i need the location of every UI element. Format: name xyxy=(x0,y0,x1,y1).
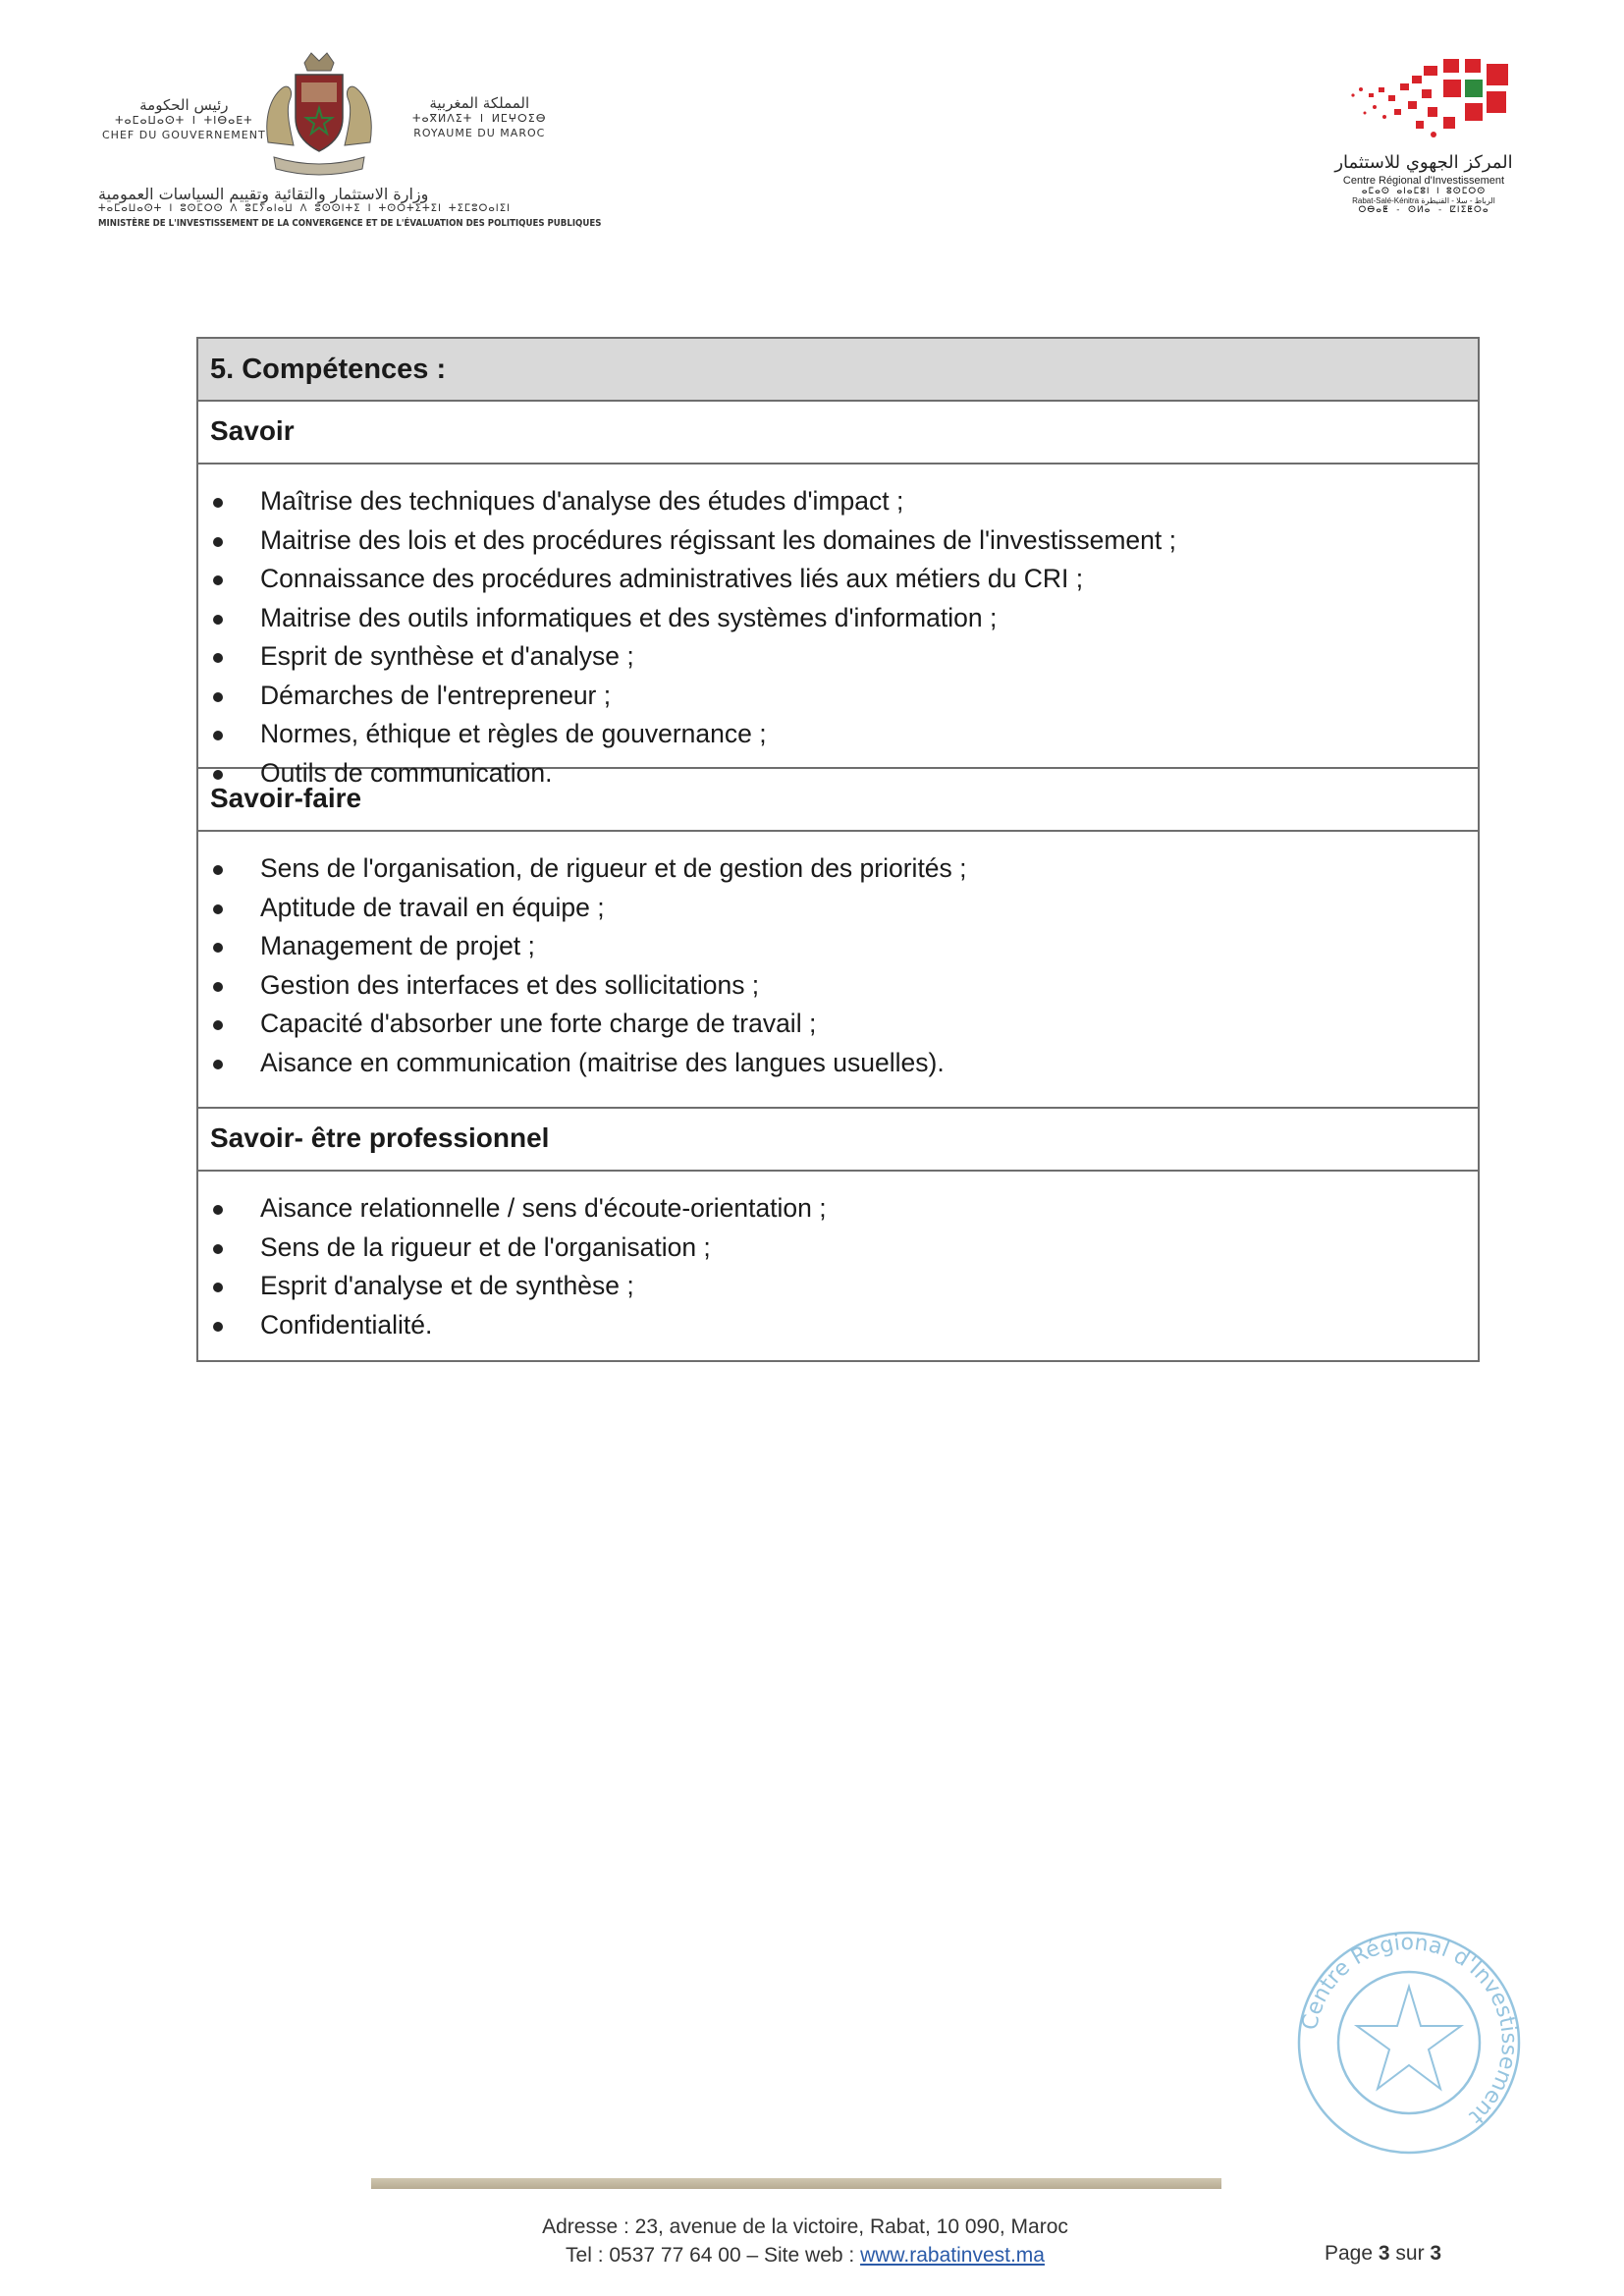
list-item: Maîtrise des techniques d'analyse des études d'impact ; xyxy=(198,482,1478,521)
svg-text:Centre Régional d'Investisseme xyxy=(1298,1931,1521,2129)
cri-arabic: المركز الجهوي للاستثمار xyxy=(1334,152,1513,173)
list-item: Sens de la rigueur et de l'organisation ; xyxy=(198,1229,1478,1268)
royaume-arabic: المملكة المغربية xyxy=(429,94,530,112)
royaume-block xyxy=(412,96,547,140)
list-item: Aisance relationnelle / sens d'écoute-orientation ; xyxy=(198,1189,1478,1229)
section-list-savoir xyxy=(198,465,1478,788)
list-item: Maitrise des lois et des procédures régissant les domaines de l'investissement ; xyxy=(198,521,1478,561)
list-item: Sens de l'organisation, de rigueur et de gestion des priorités ; xyxy=(198,849,1478,889)
ministry-block xyxy=(98,187,683,231)
list-item: Aisance en communication (maitrise des langues usuelles). xyxy=(198,1044,1478,1083)
list-item: Esprit d'analyse et de synthèse ; xyxy=(198,1267,1478,1306)
website-link[interactable]: www.rabatinvest.ma xyxy=(860,2244,1045,2267)
cri-french: Centre Régional d'Investissement xyxy=(1342,175,1505,187)
list-item: Démarches de l'entrepreneur ; xyxy=(198,677,1478,716)
competences-table xyxy=(196,337,1480,1362)
page-current: 3 xyxy=(1378,2242,1390,2265)
page-mid: sur xyxy=(1389,2242,1431,2265)
cri-stamp-icon xyxy=(1286,1920,1532,2160)
list-item: Aptitude de travail en équipe ; xyxy=(198,889,1478,928)
cri-logo-icon xyxy=(1326,54,1522,147)
page-prefix: Page xyxy=(1325,2242,1379,2265)
ministry-french: MINISTÈRE DE L'INVESTISSEMENT DE LA CONVERGENCE ET DE L'ÉVALUATION DES POLITIQUES PUBLIQUES xyxy=(98,218,602,229)
royaume-french: ROYAUME DU MAROC xyxy=(413,127,546,139)
cri-name-block xyxy=(1316,152,1532,215)
list-item: Management de projet ; xyxy=(198,927,1478,966)
footer-divider xyxy=(371,2178,1221,2189)
chef-gouvernement-block xyxy=(102,98,266,142)
ministry-arabic: وزارة الاستثمار والتقائية وتقييم السياسات العمومية xyxy=(98,185,429,203)
government-header xyxy=(98,49,602,246)
page-number xyxy=(1325,2242,1441,2266)
list-item: Outils de communication. xyxy=(198,754,1478,793)
section-heading-savoir-etre: Savoir- être professionnel xyxy=(198,1107,1478,1172)
stamp-text: Centre Régional d'Investissement xyxy=(1297,1930,1522,2129)
cri-region: Rabat-Salé-Kénitra الرباط - سلا - القنيطرة xyxy=(1352,196,1495,205)
cri-header xyxy=(1316,54,1532,241)
footer-address: Adresse : 23, avenue de la victoire, Rabat, 10 090, Maroc xyxy=(542,2215,1068,2238)
list-item: Capacité d'absorber une forte charge de travail ; xyxy=(198,1005,1478,1044)
page-total: 3 xyxy=(1430,2242,1442,2265)
list-item: Confidentialité. xyxy=(198,1306,1478,1345)
list-item: Maitrise des outils informatiques et des systèmes d'information ; xyxy=(198,599,1478,638)
section-heading-savoir-faire: Savoir-faire xyxy=(198,767,1478,832)
chef-tifinagh: ⵜⴰⵎⴰⵡⴰⵙⵜ ⵏ ⵜⵏⴱⴰⴹⵜ xyxy=(115,114,253,127)
section-heading-savoir: Savoir xyxy=(198,402,1478,465)
footer-tel: Tel : 0537 77 64 00 – Site web : xyxy=(566,2244,861,2267)
list-item: Normes, éthique et règles de gouvernance ; xyxy=(198,715,1478,754)
moroccan-coat-of-arms-icon xyxy=(260,49,378,182)
cri-region-tifinagh: ⵔⴱⴰⵟ - ⵙⵍⴰ - ⵇⵏⵉⵟⵔⴰ xyxy=(1358,205,1489,215)
competences-title: 5. Compétences : xyxy=(198,339,1478,402)
footer-contact-line xyxy=(393,2241,1218,2269)
section-list-savoir-etre xyxy=(198,1172,1478,1360)
list-item: Esprit de synthèse et d'analyse ; xyxy=(198,637,1478,677)
royaume-tifinagh: ⵜⴰⴳⵍⴷⵉⵜ ⵏ ⵍⵎⵖⵔⵉⴱ xyxy=(412,112,547,125)
footer-address-block xyxy=(393,2213,1218,2269)
chef-arabic: رئيس الحكومة xyxy=(139,96,229,114)
list-item: Connaissance des procédures administratives liés aux métiers du CRI ; xyxy=(198,560,1478,599)
section-list-savoir-faire xyxy=(198,832,1478,1107)
ministry-tifinagh: ⵜⴰⵎⴰⵡⴰⵙⵜ ⵏ ⵓⵙⵎⵔⵙ ⴷ ⵓⵎⵢⴰⵏⴰⵡ ⴷ ⵓⵙⵙⵏⵜⵉ ⵏ ⵜⵙⵔⵜⵉⵜⵉⵏ ⵜⵉⵎⵓⵔⴰⵏⵉⵏ xyxy=(98,203,512,214)
cri-tifinagh: ⴰⵎⴰⵙ ⴰⵏⴰⵎⵓⵏ ⵏ ⵓⵙⵎⵔⵙ xyxy=(1361,187,1487,196)
list-item: Gestion des interfaces et des sollicitations ; xyxy=(198,966,1478,1006)
chef-french: CHEF DU GOUVERNEMENT xyxy=(102,129,266,141)
